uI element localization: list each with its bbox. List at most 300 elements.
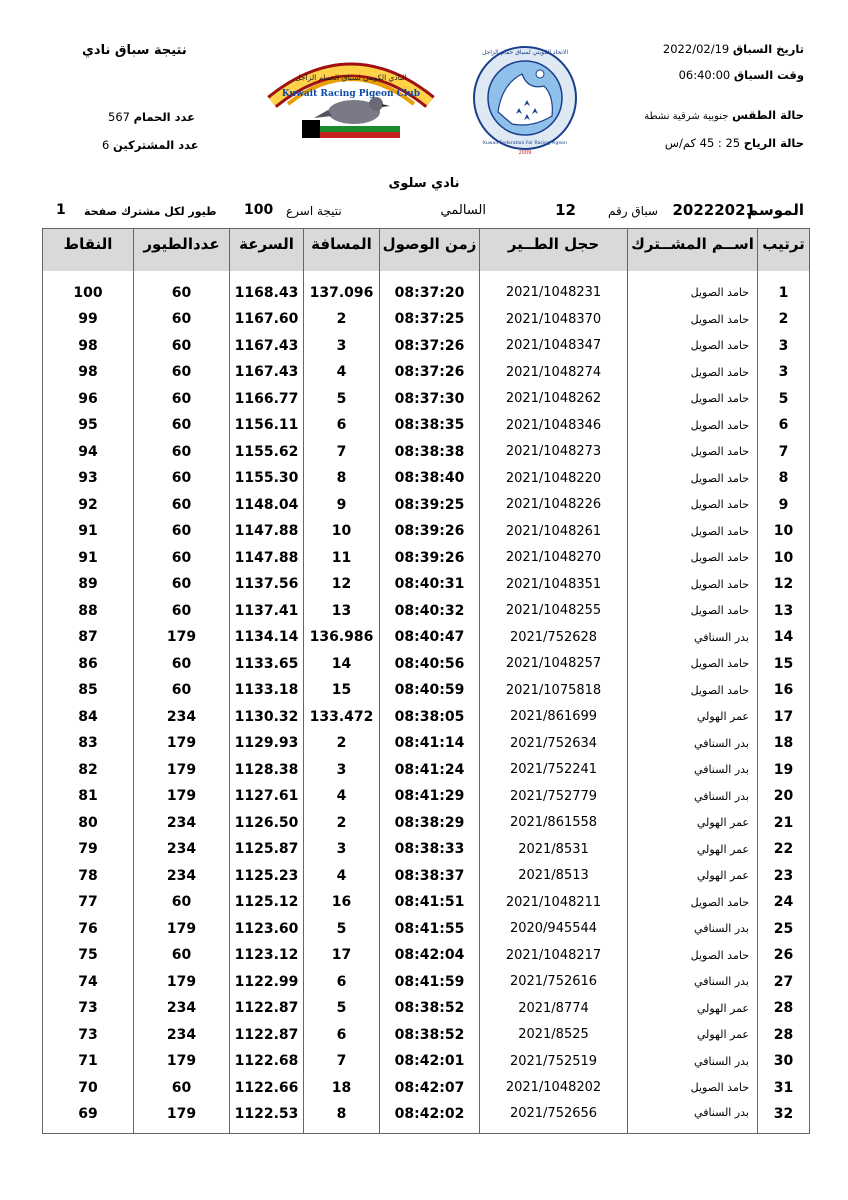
table-row [43, 651, 810, 678]
fastest-label: نتيجة اسرع [286, 204, 342, 218]
rank-cell: 26 [758, 942, 810, 969]
points-cell: 92 [43, 492, 134, 519]
speed-cell: 1125.87 [230, 836, 304, 863]
federation-logo-text: الاتحاد الكويتي لسباق حمام الزاجل [481, 49, 569, 56]
table-row [43, 624, 810, 651]
distance-cell: 2 [304, 810, 380, 837]
rank-cell: 7 [758, 439, 810, 466]
ring-cell: 2021/1048346 [480, 412, 628, 439]
arrival-time-cell: 08:37:30 [380, 386, 480, 413]
speed-cell: 1155.30 [230, 465, 304, 492]
distance-cell: 2 [304, 306, 380, 333]
ring-cell: 2021/752628 [480, 624, 628, 651]
points-cell: 91 [43, 518, 134, 545]
table-row [43, 836, 810, 863]
wind-label: حالة الرياح [743, 136, 804, 150]
ring-cell: 2021/1048255 [480, 598, 628, 625]
speed-cell: 1128.38 [230, 757, 304, 784]
rank-cell: 16 [758, 677, 810, 704]
ring-cell: 2021/752519 [480, 1048, 628, 1075]
points-cell: 74 [43, 969, 134, 996]
points-cell: 80 [43, 810, 134, 837]
distance-cell: 3 [304, 757, 380, 784]
bird-count-cell: 60 [134, 651, 230, 678]
participants-count [102, 138, 199, 152]
participant-cell: بدر السنافي [628, 730, 758, 757]
ring-cell: 2021/1048273 [480, 439, 628, 466]
bird-count-cell: 234 [134, 995, 230, 1022]
speed-cell: 1125.23 [230, 863, 304, 890]
rank-cell: 3 [758, 359, 810, 386]
participant-cell: حامد الصويل [628, 651, 758, 678]
wind [665, 136, 804, 150]
distance-cell: 5 [304, 995, 380, 1022]
distance-cell: 4 [304, 359, 380, 386]
points-cell: 76 [43, 916, 134, 943]
weather-value: جنوبية شرقية نشطة [644, 111, 729, 122]
arrival-time-cell: 08:40:59 [380, 677, 480, 704]
points-cell: 91 [43, 545, 134, 572]
arrival-time-cell: 08:37:25 [380, 306, 480, 333]
distance-cell: 8 [304, 465, 380, 492]
rank-cell: 10 [758, 518, 810, 545]
points-cell: 86 [43, 651, 134, 678]
arrival-time-cell: 08:38:52 [380, 1022, 480, 1049]
ring-cell: 2021/1048351 [480, 571, 628, 598]
rank-cell: 13 [758, 598, 810, 625]
speed-cell: 1167.43 [230, 333, 304, 360]
participant-cell: حامد الصويل [628, 942, 758, 969]
table-row [43, 280, 810, 307]
table-row [43, 783, 810, 810]
speed-cell: 1122.66 [230, 1075, 304, 1102]
speed-cell: 1134.14 [230, 624, 304, 651]
bird-count-cell: 60 [134, 386, 230, 413]
arrival-time-cell: 08:38:35 [380, 412, 480, 439]
points-cell: 94 [43, 439, 134, 466]
table-row [43, 916, 810, 943]
rank-cell: 30 [758, 1048, 810, 1075]
participant-cell: حامد الصويل [628, 359, 758, 386]
bird-count-cell: 60 [134, 518, 230, 545]
bird-count-cell: 60 [134, 439, 230, 466]
arrival-time-cell: 08:40:31 [380, 571, 480, 598]
rank-cell: 22 [758, 836, 810, 863]
distance-cell: 2 [304, 730, 380, 757]
ring-cell: 2021/1075818 [480, 677, 628, 704]
rank-cell: 18 [758, 730, 810, 757]
wind-value: 25 : 45 كم/س [664, 136, 741, 150]
federation-year: 2009 [518, 150, 532, 156]
speed-cell: 1122.68 [230, 1048, 304, 1075]
ring-cell: 2021/1048220 [480, 465, 628, 492]
distance-cell: 11 [304, 545, 380, 572]
points-cell: 84 [43, 704, 134, 731]
bird-count-cell: 60 [134, 598, 230, 625]
header-ring: حجل الطــير [480, 229, 628, 271]
distance-cell: 3 [304, 333, 380, 360]
weather [644, 108, 804, 122]
speed-cell: 1122.53 [230, 1101, 304, 1133]
speed-cell: 1148.04 [230, 492, 304, 519]
distance-cell: 136.986 [304, 624, 380, 651]
arrival-time-cell: 08:40:32 [380, 598, 480, 625]
bird-count-cell: 179 [134, 730, 230, 757]
ring-cell: 2021/752779 [480, 783, 628, 810]
rank-cell: 28 [758, 995, 810, 1022]
participant-cell: حامد الصويل [628, 386, 758, 413]
arrival-time-cell: 08:38:33 [380, 836, 480, 863]
rank-cell: 3 [758, 333, 810, 360]
table-row [43, 518, 810, 545]
participant-cell: بدر السنافي [628, 916, 758, 943]
bird-count-cell: 60 [134, 492, 230, 519]
participant-cell: حامد الصويل [628, 280, 758, 307]
ring-cell: 2021/1048262 [480, 386, 628, 413]
race-time [679, 68, 804, 82]
speed-cell: 1127.61 [230, 783, 304, 810]
arrival-time-cell: 08:41:14 [380, 730, 480, 757]
bird-count-cell: 60 [134, 333, 230, 360]
rank-cell: 31 [758, 1075, 810, 1102]
ring-cell: 2021/1048261 [480, 518, 628, 545]
loft-name: السالمي [440, 203, 486, 218]
participant-cell: عمر الهولي [628, 810, 758, 837]
bird-count-cell: 60 [134, 545, 230, 572]
distance-cell: 17 [304, 942, 380, 969]
arrival-time-cell: 08:40:56 [380, 651, 480, 678]
arrival-time-cell: 08:41:55 [380, 916, 480, 943]
rank-cell: 19 [758, 757, 810, 784]
table-row [43, 306, 810, 333]
distance-cell: 7 [304, 439, 380, 466]
race-number-value: 12 [555, 201, 576, 219]
bird-count-cell: 60 [134, 942, 230, 969]
participant-cell: عمر الهولي [628, 995, 758, 1022]
pigeons-count [108, 110, 195, 124]
header-participant: اســم المشــترك [628, 229, 758, 271]
distance-cell: 10 [304, 518, 380, 545]
pigeons-value: 567 [108, 110, 130, 124]
spacer-cell [758, 271, 810, 280]
table-row [43, 333, 810, 360]
participant-cell: حامد الصويل [628, 492, 758, 519]
table-row [43, 492, 810, 519]
arrival-time-cell: 08:38:29 [380, 810, 480, 837]
points-cell: 70 [43, 1075, 134, 1102]
points-cell: 69 [43, 1101, 134, 1133]
table-row [43, 439, 810, 466]
table-row [43, 677, 810, 704]
ring-cell: 2021/8531 [480, 836, 628, 863]
points-cell: 83 [43, 730, 134, 757]
federation-logo [472, 36, 578, 162]
rank-cell: 24 [758, 889, 810, 916]
speed-cell: 1125.12 [230, 889, 304, 916]
club-logo-text-en: Kuwait Racing Pigeon Club [281, 89, 421, 99]
participant-cell: حامد الصويل [628, 889, 758, 916]
race-time-label: وقت السباق [733, 68, 804, 82]
speed-cell: 1122.87 [230, 1022, 304, 1049]
spacer-cell [134, 271, 230, 280]
rank-cell: 27 [758, 969, 810, 996]
points-cell: 81 [43, 783, 134, 810]
points-cell: 73 [43, 995, 134, 1022]
distance-cell: 6 [304, 1022, 380, 1049]
ring-cell: 2021/752634 [480, 730, 628, 757]
bird-count-cell: 60 [134, 359, 230, 386]
table-row [43, 730, 810, 757]
participant-cell: بدر السنافي [628, 757, 758, 784]
participant-cell: بدر السنافي [628, 624, 758, 651]
arrival-time-cell: 08:38:52 [380, 995, 480, 1022]
arrival-time-cell: 08:38:40 [380, 465, 480, 492]
points-cell: 95 [43, 412, 134, 439]
arrival-time-cell: 08:42:07 [380, 1075, 480, 1102]
points-cell: 98 [43, 359, 134, 386]
result-title: نتيجة سباق نادي [82, 43, 187, 58]
participant-cell: حامد الصويل [628, 518, 758, 545]
bird-count-cell: 60 [134, 677, 230, 704]
points-cell: 79 [43, 836, 134, 863]
distance-cell: 133.472 [304, 704, 380, 731]
fastest-value: 100 [244, 202, 274, 218]
points-cell: 99 [43, 306, 134, 333]
participant-cell: بدر السنافي [628, 969, 758, 996]
distance-cell: 4 [304, 783, 380, 810]
header-rank: ترتيب [758, 229, 810, 271]
arrival-time-cell: 08:41:24 [380, 757, 480, 784]
table-row [43, 704, 810, 731]
distance-cell: 6 [304, 969, 380, 996]
bird-count-cell: 60 [134, 465, 230, 492]
header-speed: السرعة [230, 229, 304, 271]
rank-cell: 2 [758, 306, 810, 333]
table-row [43, 465, 810, 492]
points-cell: 78 [43, 863, 134, 890]
season-value: 20222021 [672, 201, 756, 219]
arrival-time-cell: 08:40:47 [380, 624, 480, 651]
distance-cell: 18 [304, 1075, 380, 1102]
rank-cell: 21 [758, 810, 810, 837]
table-row [43, 1075, 810, 1102]
ring-cell: 2021/1048370 [480, 306, 628, 333]
arrival-time-cell: 08:37:26 [380, 333, 480, 360]
distance-cell: 16 [304, 889, 380, 916]
points-cell: 93 [43, 465, 134, 492]
bird-count-cell: 179 [134, 783, 230, 810]
header-points: النقاط [43, 229, 134, 271]
points-cell: 89 [43, 571, 134, 598]
speed-cell: 1123.12 [230, 942, 304, 969]
participant-cell: حامد الصويل [628, 306, 758, 333]
bird-count-cell: 60 [134, 280, 230, 307]
rank-cell: 12 [758, 571, 810, 598]
rank-cell: 17 [758, 704, 810, 731]
club-logo [258, 44, 444, 142]
bird-count-cell: 179 [134, 916, 230, 943]
speed-cell: 1130.32 [230, 704, 304, 731]
table-row [43, 969, 810, 996]
table-spacer-row [43, 271, 810, 280]
speed-cell: 1167.60 [230, 306, 304, 333]
spacer-cell [628, 271, 758, 280]
ring-cell: 2021/752616 [480, 969, 628, 996]
table-row [43, 863, 810, 890]
rank-cell: 28 [758, 1022, 810, 1049]
ring-cell: 2021/752241 [480, 757, 628, 784]
participant-cell: بدر السنافي [628, 783, 758, 810]
ring-cell: 2021/752656 [480, 1101, 628, 1133]
weather-label: حالة الطقس [732, 108, 804, 122]
table-row [43, 942, 810, 969]
rank-cell: 15 [758, 651, 810, 678]
ring-cell: 2021/1048211 [480, 889, 628, 916]
bird-count-cell: 179 [134, 757, 230, 784]
table-row [43, 545, 810, 572]
table-row [43, 757, 810, 784]
points-cell: 75 [43, 942, 134, 969]
distance-cell: 9 [304, 492, 380, 519]
ring-cell: 2021/1048226 [480, 492, 628, 519]
season-label: الموسم [747, 201, 804, 219]
bird-count-cell: 234 [134, 863, 230, 890]
table-row [43, 571, 810, 598]
arrival-time-cell: 08:39:26 [380, 545, 480, 572]
participant-cell: حامد الصويل [628, 677, 758, 704]
participant-cell: حامد الصويل [628, 571, 758, 598]
distance-cell: 7 [304, 1048, 380, 1075]
bird-count-cell: 234 [134, 704, 230, 731]
participant-cell: عمر الهولي [628, 836, 758, 863]
speed-cell: 1133.65 [230, 651, 304, 678]
birds-per-participant-label: طيور لكل مشترك صفحة [84, 205, 217, 218]
participant-cell: حامد الصويل [628, 545, 758, 572]
speed-cell: 1122.99 [230, 969, 304, 996]
bird-count-cell: 60 [134, 889, 230, 916]
rank-cell: 1 [758, 280, 810, 307]
distance-cell: 12 [304, 571, 380, 598]
table-row [43, 412, 810, 439]
table-row [43, 889, 810, 916]
ring-cell: 2020/945544 [480, 916, 628, 943]
points-cell: 73 [43, 1022, 134, 1049]
bird-count-cell: 234 [134, 1022, 230, 1049]
speed-cell: 1168.43 [230, 280, 304, 307]
spacer-cell [304, 271, 380, 280]
results-table [42, 228, 810, 1134]
participant-cell: حامد الصويل [628, 598, 758, 625]
speed-cell: 1133.18 [230, 677, 304, 704]
club-name: نادي سلوى [388, 176, 460, 191]
race-date [663, 42, 804, 56]
ring-cell: 2021/1048347 [480, 333, 628, 360]
points-cell: 82 [43, 757, 134, 784]
speed-cell: 1156.11 [230, 412, 304, 439]
arrival-time-cell: 08:38:05 [380, 704, 480, 731]
participant-cell: عمر الهولي [628, 863, 758, 890]
rank-cell: 10 [758, 545, 810, 572]
rank-cell: 9 [758, 492, 810, 519]
ring-cell: 2021/8774 [480, 995, 628, 1022]
points-cell: 77 [43, 889, 134, 916]
points-cell: 88 [43, 598, 134, 625]
distance-cell: 13 [304, 598, 380, 625]
bird-count-cell: 179 [134, 624, 230, 651]
pigeons-label: عدد الحمام [133, 110, 196, 124]
speed-cell: 1166.77 [230, 386, 304, 413]
participant-cell: بدر السنافي [628, 1101, 758, 1133]
distance-cell: 8 [304, 1101, 380, 1133]
rank-cell: 6 [758, 412, 810, 439]
distance-cell: 4 [304, 863, 380, 890]
table-row [43, 995, 810, 1022]
distance-cell: 14 [304, 651, 380, 678]
table-row [43, 359, 810, 386]
spacer-cell [43, 271, 134, 280]
speed-cell: 1147.88 [230, 518, 304, 545]
points-cell: 71 [43, 1048, 134, 1075]
bird-count-cell: 60 [134, 571, 230, 598]
distance-cell: 15 [304, 677, 380, 704]
arrival-time-cell: 08:39:26 [380, 518, 480, 545]
arrival-time-cell: 08:42:04 [380, 942, 480, 969]
participant-cell: حامد الصويل [628, 1075, 758, 1102]
ring-cell: 2021/861699 [480, 704, 628, 731]
bird-count-cell: 179 [134, 1101, 230, 1133]
table-row [43, 386, 810, 413]
rank-cell: 14 [758, 624, 810, 651]
distance-cell: 6 [304, 412, 380, 439]
rank-cell: 25 [758, 916, 810, 943]
speed-cell: 1147.88 [230, 545, 304, 572]
participant-cell: عمر الهولي [628, 704, 758, 731]
distance-cell: 5 [304, 916, 380, 943]
ring-cell: 2021/1048202 [480, 1075, 628, 1102]
race-date-value: 2022/02/19 [662, 42, 730, 56]
participant-cell: حامد الصويل [628, 439, 758, 466]
participants-label: عدد المشتركين [112, 138, 199, 152]
speed-cell: 1167.43 [230, 359, 304, 386]
participant-cell: بدر السنافي [628, 1048, 758, 1075]
header-arrival-time: زمن الوصول [380, 229, 480, 271]
bird-count-cell: 60 [134, 412, 230, 439]
arrival-time-cell: 08:39:25 [380, 492, 480, 519]
participant-cell: حامد الصويل [628, 465, 758, 492]
ring-cell: 2021/8525 [480, 1022, 628, 1049]
arrival-time-cell: 08:38:37 [380, 863, 480, 890]
rank-cell: 23 [758, 863, 810, 890]
bird-count-cell: 60 [134, 306, 230, 333]
table-row [43, 810, 810, 837]
spacer-cell [380, 271, 480, 280]
points-cell: 100 [43, 280, 134, 307]
table-row [43, 1048, 810, 1075]
speed-cell: 1123.60 [230, 916, 304, 943]
arrival-time-cell: 08:38:38 [380, 439, 480, 466]
speed-cell: 1129.93 [230, 730, 304, 757]
participant-cell: حامد الصويل [628, 333, 758, 360]
bird-count-cell: 179 [134, 1048, 230, 1075]
race-date-label: تاريخ السباق [732, 42, 804, 56]
spacer-cell [230, 271, 304, 280]
points-cell: 87 [43, 624, 134, 651]
distance-cell: 137.096 [304, 280, 380, 307]
speed-cell: 1122.87 [230, 995, 304, 1022]
page-number: 1 [56, 202, 66, 218]
ring-cell: 2021/1048231 [480, 280, 628, 307]
ring-cell: 2021/1048217 [480, 942, 628, 969]
